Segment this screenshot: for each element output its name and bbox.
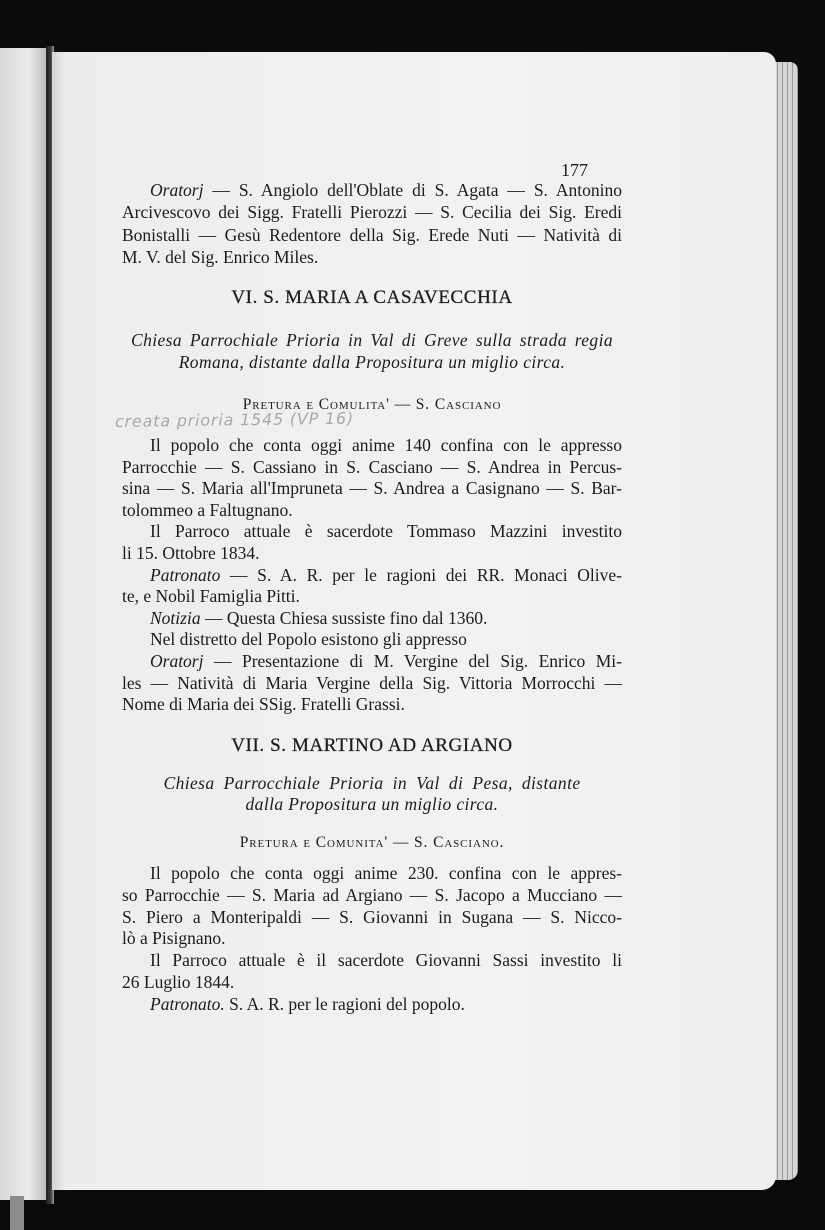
subtitle-line: Romana, distante dalla Propositura un miglio circa. [178, 352, 566, 372]
text-line: les — Natività di Maria Vergine della Sig. Vittoria Morrocchi — [122, 672, 622, 693]
page-number: 177 [561, 160, 588, 180]
text-line: Parrocchie — S. Cassiano in S. Casciano — S. Andrea in Percus- [122, 456, 622, 477]
section-body [122, 435, 622, 716]
text-line: tolommeo a Faltugnano. [122, 499, 293, 520]
italic-term: Patronato. [150, 993, 225, 1014]
text-line: Il popolo che conta oggi anime 140 confina con le appresso [150, 435, 622, 455]
section-heading: VI. S. MARIA A CASAVECCHIA [231, 287, 513, 308]
text-line: S. Piero a Monteripaldi — S. Giovanni in Sugana — S. Nicco- [122, 906, 622, 927]
text-line: Il popolo che conta oggi anime 230. confina con le appres- [150, 863, 622, 883]
line-text: S. A. R. per le ragioni del popolo. [229, 993, 465, 1014]
subtitle-line: Chiesa Parrochiale Prioria in Val di Greve sulla strada regia [131, 330, 613, 350]
facing-page-edge [0, 48, 48, 1200]
text-line: te, e Nobil Famiglia Pitti. [122, 586, 300, 607]
italic-term: Oratorj [150, 650, 204, 671]
text-line: Bonistalli — Gesù Redentore della Sig. Erede Nuti — Natività di [122, 224, 622, 245]
text-line: sina — S. Maria all'Impruneta — S. Andrea a Casignano — S. Bar- [122, 478, 622, 499]
italic-term: Oratorj [150, 180, 204, 200]
line-text: — Questa Chiesa sussiste fino dal 1360. [204, 607, 488, 628]
subtitle-line: dalla Propositura un miglio circa. [245, 794, 499, 814]
text-line: Il Parroco attuale è sacerdote Tommaso Mazzini investito [150, 521, 622, 542]
section-subtitle [122, 773, 622, 815]
text-line [122, 565, 622, 587]
text-line: M. V. del Sig. Enrico Miles. [122, 247, 319, 268]
text-line: li 15. Ottobre 1834. [122, 542, 260, 563]
handwritten-annotation: creata prioria 1545 (VP 16) [114, 408, 355, 431]
bookmark-strip [10, 1196, 24, 1230]
text-line: Nome di Maria dei SSig. Fratelli Grassi. [122, 694, 405, 715]
jurisdiction-line: Pretura e Comulita' — S. Casciano [242, 396, 502, 413]
italic-term: Notizia [150, 607, 201, 628]
section-subtitle [122, 329, 622, 373]
text-line [122, 651, 622, 673]
subtitle-line: Chiesa Parrocchiale Prioria in Val di Pesa, distante [163, 773, 581, 793]
line-text: — S. Angiolo dell'Oblate di S. Agata — S. Antonino [212, 180, 622, 200]
line-text: — Presentazione di M. Vergine del Sig. Enrico Mi- [213, 650, 622, 671]
line-text: — S. A. R. per le ragioni dei RR. Monaci Olive- [229, 564, 622, 585]
text-line [122, 994, 622, 1016]
section-body [122, 863, 622, 1016]
text-line [122, 179, 622, 201]
text-line: Il Parroco attuale è il sacerdote Giovanni Sassi investito li [150, 950, 622, 971]
text-line: so Parrocchie — S. Maria ad Argiano — S. Jacopo a Mucciano — [122, 884, 622, 905]
text-line [122, 608, 622, 630]
text-line: 26 Luglio 1844. [122, 971, 235, 992]
italic-term: Patronato [150, 564, 221, 585]
text-line: lò a Pisignano. [122, 928, 226, 949]
intro-paragraph [122, 179, 622, 269]
jurisdiction-line: Pretura e Comunita' — S. Casciano. [239, 834, 505, 851]
text-line: Nel distretto del Popolo esistono gli appresso [150, 629, 467, 650]
text-line: Arcivescovo dei Sigg. Fratelli Pierozzi — S. Cecilia dei Sig. Eredi [122, 202, 622, 223]
section-heading: VII. S. MARTINO AD ARGIANO [231, 735, 513, 756]
